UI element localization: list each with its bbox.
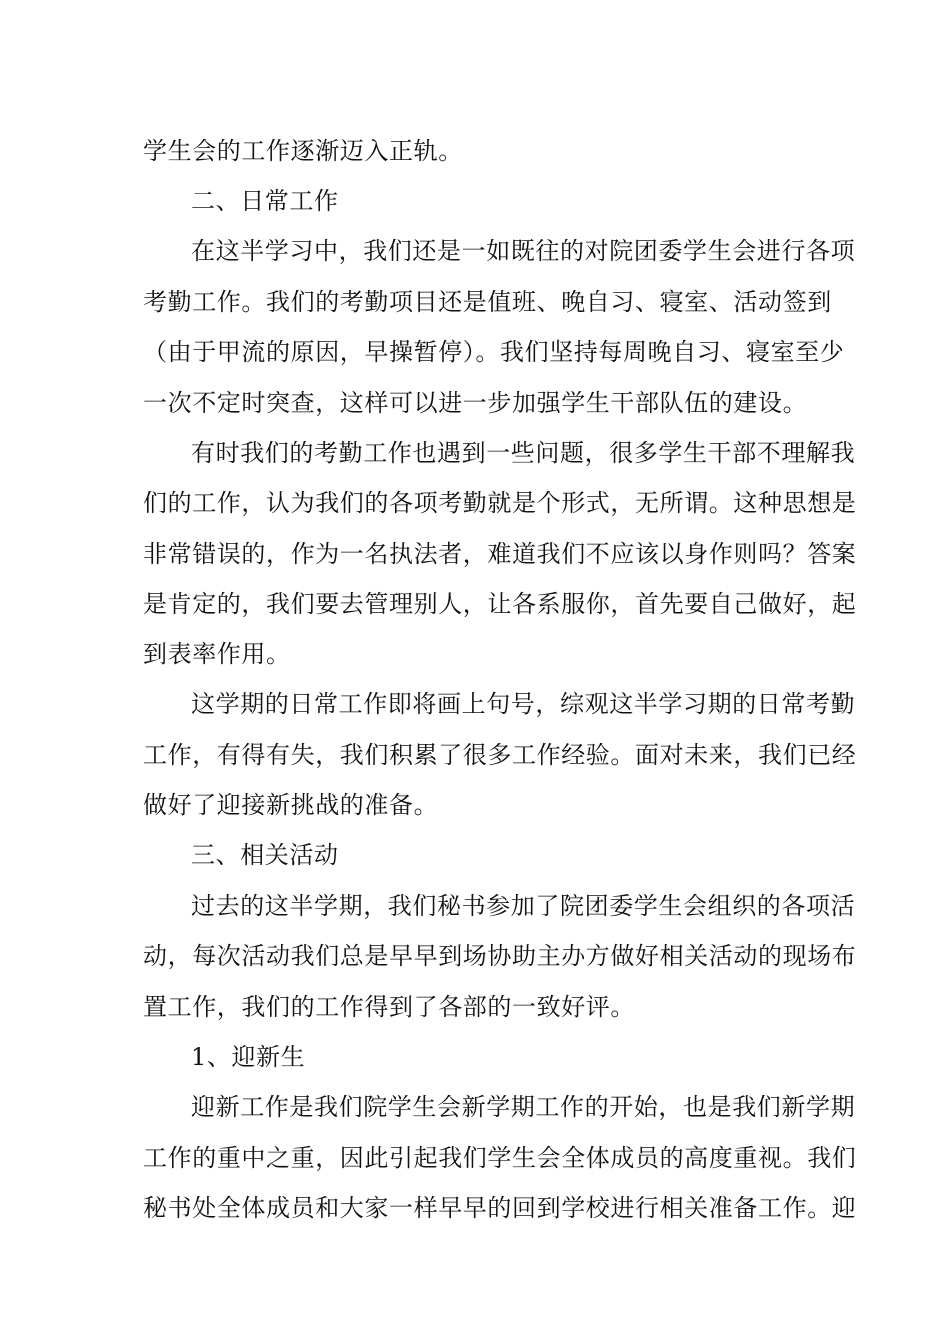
paragraph-line: 学生会的工作逐渐迈入正轨。 <box>143 137 463 165</box>
paragraph-line: 这学期的日常工作即将画上句号，综观这半学习期的日常考勤 <box>191 690 856 718</box>
paragraph-line: 一次不定时突查，这样可以进一步加强学生干部队伍的建设。 <box>143 389 808 417</box>
paragraph-line: 有时我们的考勤工作也遇到一些问题，很多学生干部不理解我 <box>191 439 856 467</box>
paragraph-line: 置工作，我们的工作得到了各部的一致好评。 <box>143 993 635 1021</box>
paragraph-line: 动，每次活动我们总是早早到场协助主办方做好相关活动的现场布 <box>143 942 857 970</box>
paragraph-line: 考勤工作。我们的考勤项目还是值班、晚自习、寝室、活动签到 <box>143 288 832 316</box>
paragraph-line: 迎新工作是我们院学生会新学期工作的开始，也是我们新学期 <box>191 1093 856 1121</box>
paragraph-line: 在这半学习中，我们还是一如既往的对院团委学生会进行各项 <box>191 237 856 265</box>
paragraph-line: 做好了迎接新挑战的准备。 <box>143 791 439 819</box>
paragraph-line: 工作的重中之重，因此引起我们学生会全体成员的高度重视。我们 <box>143 1144 857 1172</box>
paragraph-line: （由于甲流的原因，早操暂停）。我们坚持每周晚自习、寝室至少 <box>143 338 845 366</box>
paragraph-line: 们的工作，认为我们的各项考勤就是个形式，无所谓。这种思想是 <box>143 489 857 517</box>
paragraph-line: 工作，有得有失，我们积累了很多工作经验。面对未来，我们已经 <box>143 741 857 769</box>
paragraph-line: 非常错误的，作为一名执法者，难道我们不应该以身作则吗？答案 <box>143 540 857 568</box>
section-heading-daily-work: 二、日常工作 <box>191 187 339 215</box>
subsection-heading-welcome-freshmen: 1、迎新生 <box>191 1043 306 1071</box>
paragraph-line: 过去的这半学期，我们秘书参加了院团委学生会组织的各项活 <box>191 892 856 920</box>
paragraph-line: 到表率作用。 <box>143 640 291 668</box>
paragraph-line: 秘书处全体成员和大家一样早早的回到学校进行相关准备工作。迎 <box>143 1194 857 1222</box>
paragraph-line: 是肯定的，我们要去管理别人，让各系服你，首先要自己做好，起 <box>143 590 857 618</box>
section-heading-related-activities: 三、相关活动 <box>191 841 339 869</box>
